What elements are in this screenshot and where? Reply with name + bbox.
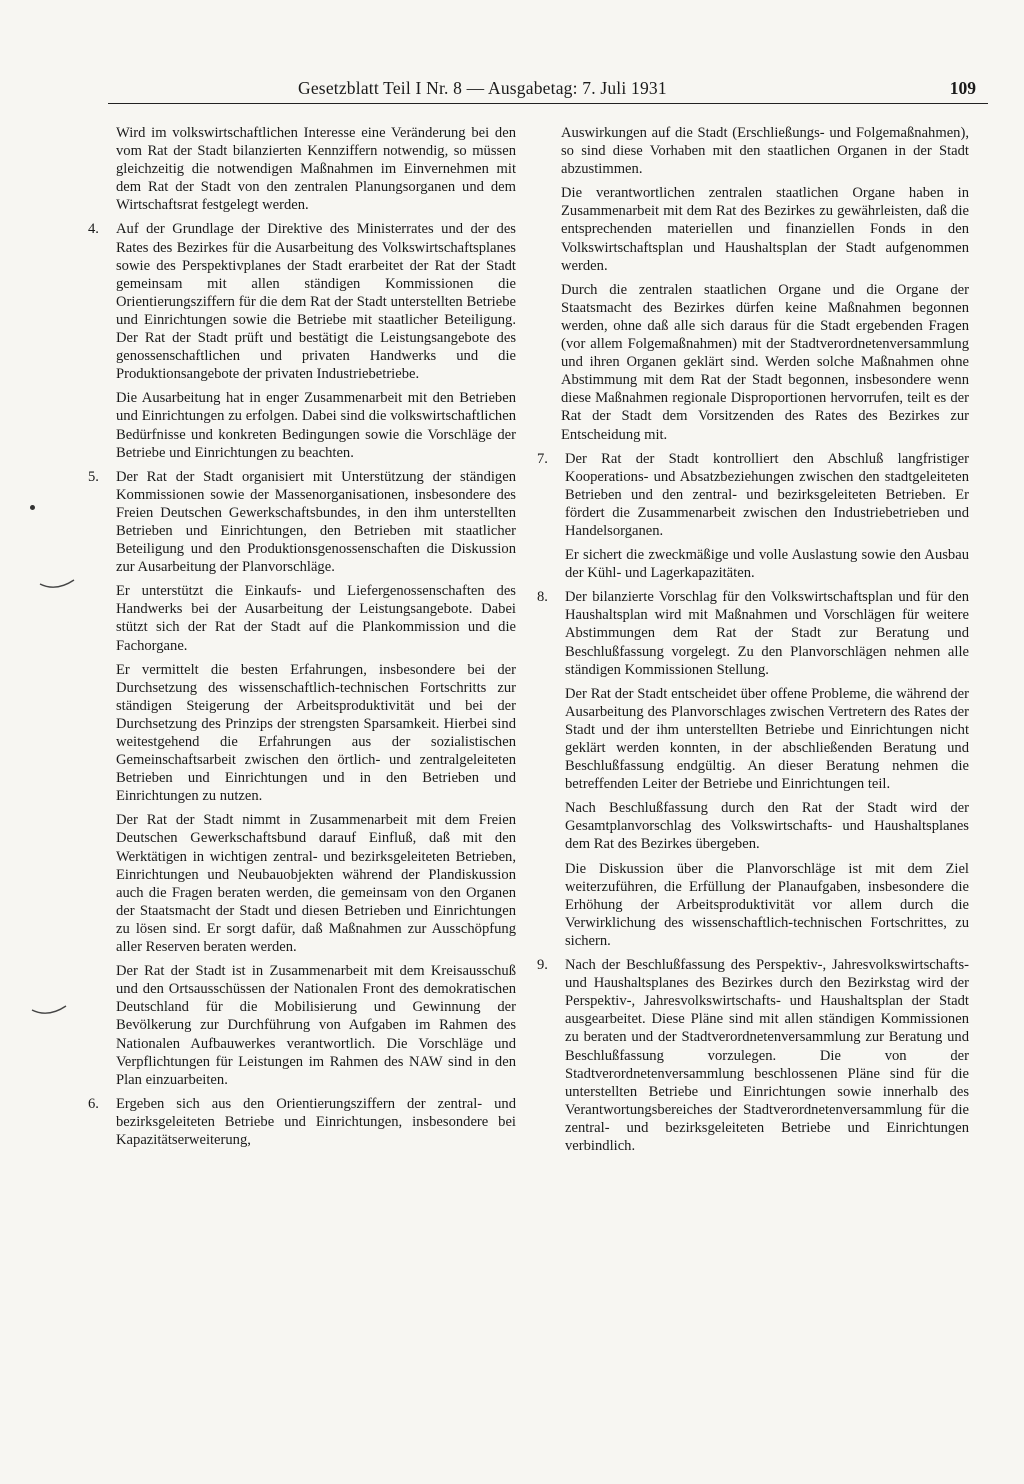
- section-item-5: [88, 468, 516, 1089]
- paragraph: Ergeben sich aus den Orientierungsziffern der zentral- und bezirksgeleiteten Betriebe und Einrichtungen, insbesondere bei Kapazitätserweiterung,: [116, 1095, 516, 1148]
- paragraph: Auswirkungen auf die Stadt (Erschließungs- und Folgemaßnahmen), so sind diese Vorhaben mit den staatlichen Organen in der Stadt abzustimmen.: [561, 125, 969, 178]
- section-item-6: [88, 1095, 516, 1149]
- section-item-9: [537, 956, 969, 1155]
- paragraph: Der Rat der Stadt entscheidet über offene Probleme, die während der Ausarbeitung des Planvorschlages zwischen Vertretern des Rates der Stadt und der ihm unterstellten Betriebe und Einrichtungen nicht geklärt werden konnten, in der abschließenden Beratung und Beschlußfassung endgültig. An dieser Beratung nehmen die betreffenden Leiter der Betriebe und Einrichtungen teil.: [565, 685, 969, 793]
- paragraph: Der Rat der Stadt ist in Zusammenarbeit mit dem Kreisausschuß und den Ortsausschüssen der Nationalen Front des demokratischen Deutschland für die Mobilisierung und Gewinnung der Bevölkerung zur Durchführung von Aufgaben im Rahmen des Nationalen Aufbauwerkes verantwortlich. Die Vorschläge und Verpflichtungen für Leistungen im Rahmen des NAW sind in den Plan einzuarbeiten.: [116, 963, 516, 1088]
- paragraph: Er vermittelt die besten Erfahrungen, insbesondere bei der Durchsetzung des wissenschaftlich-technischen Fortschritts zur ständigen Steigerung der Arbeitsproduktivität und bei der Durchsetzung des Prinzips der strengsten Sparsamkeit. Hierbei sind weitestgehend die Erfahrungen aus der sozialistischen Gemeinschaftsarbeit zwischen den örtlich- und zentralgeleiteten Betrieben und Einrichtungen und in den Betrieben und Einrichtungen zu nutzen.: [116, 661, 516, 805]
- left-column: [88, 124, 516, 1155]
- paragraph: Nach der Beschlußfassung des Perspektiv-, Jahresvolkswirtschafts- und Haushaltsplanes des Bezirkes durch den Bezirkstag wird der Perspektiv-, Jahresvolkswirtschafts- und Haushaltsplan der Stadt ausgearbeitet. Diese Pläne sind mit allen ständigen Kommissionen zu beraten und der Stadtverordnetenversammlung zur Beratung und Beschlußfassung vorzulegen. Die von der Stadtverordnetenversammlung beschlossenen Pläne sind für die unterstellten Betriebe und Einrichtungen sowie innerhalb des Verantwortungsbereiches der Stadtverordnetenversammlung für die zentral- und bezirksgeleiteten Betriebe und Einrichtungen verbindlich.: [565, 957, 969, 1154]
- paragraph: Der Rat der Stadt nimmt in Zusammenarbeit mit dem Freien Deutschen Gewerkschaftsbund darauf Einfluß, daß mit den Werktätigen in wichtigen zentral- und bezirksgeleiteten Betrieben, Einrichtungen und Neubauobjekten während der Plandiskussion auch die Fragen beraten werden, die gemeinsam von den Organen der Staatsmacht der Stadt und diesen Betrieben und Einrichtungen zu lösen sind. Er sorgt dafür, daß Maßnahmen zur Ausschöpfung aller Reserven beraten werden.: [116, 812, 516, 956]
- item-number: 5.: [88, 468, 99, 485]
- paragraph: Der Rat der Stadt kontrolliert den Abschluß langfristiger Kooperations- und Absatzbeziehungen zwischen den stadtgeleiteten Betrieben und den zentral- und bezirksgeleiteten Betrieben. Er fördert die Zusammenarbeit zwischen den Industriebetrieben und Handelsorganen.: [565, 450, 969, 539]
- section-item-4: [88, 220, 516, 461]
- paragraph: Durch die zentralen staatlichen Organe und die Organe der Staatsmacht des Bezirkes dürfen keine Maßnahmen begonnen werden, ohne daß alle sich daraus für die Stadt ergebenden Fragen (vor allem Folgemaßnahmen) mit der Stadtverordnetenversammlung und ihren Organen geklärt sind. Werden solche Maßnahmen ohne Abstimmung mit dem Rat der Stadt begonnen, insbesondere wenn diese Maßnahmen regionale Disproportionen hervorrufen, teilt es der Rat der Stadt dem Vorsitzenden des Rates des Bezirkes zur Entscheidung mit.: [561, 281, 969, 443]
- page-number: 109: [949, 78, 976, 98]
- paragraph: Der bilanzierte Vorschlag für den Volkswirtschaftsplan und für den Haushaltsplan wird mit Maßnahmen und Vorschlägen für weitere Abstimmungen dem Rat der Stadt zur Beratung und Beschlußfassung vorgelegt. Zu den Planvorschlägen nehmen alle ständigen Kommissionen Stellung.: [565, 589, 969, 678]
- paragraph: Wird im volkswirtschaftlichen Interesse eine Veränderung bei den vom Rat der Stadt bilanzierten Kennziffern notwendig, so müssen gleichzeitig die notwendigen Maßnahmen im Einvernehmen mit dem Rat der Stadt von den zentralen Planungsorganen und dem Wirtschaftsrat festgelegt werden.: [116, 125, 516, 214]
- paragraph: Auf der Grundlage der Direktive des Ministerrates und der des Rates des Bezirkes für die Ausarbeitung des Volkswirtschaftsplanes sowie des Perspektivplanes der Stadt erarbeitet der Rat der Stadt gemeinsam mit allen ständigen Kommissionen die Orientierungsziffern für die dem Rat der Stadt unterstellten Betriebe und Einrichtungen sowie die Betriebe mit staatlicher Beteiligung. Der Rat der Stadt prüft und bestätigt die Leistungsangebote des genossenschaftlichen und privaten Handwerks und die Produktionsangebote der privaten Industriebetriebe.: [116, 221, 516, 383]
- paragraph: Nach Beschlußfassung durch den Rat der Stadt wird der Gesamtplanvorschlag des Volkswirtschafts- und Haushaltsplanes dem Rat des Bezirkes übergeben.: [565, 800, 969, 853]
- item-number: 8.: [537, 589, 548, 606]
- paragraph: Der Rat der Stadt organisiert mit Unterstützung der ständigen Kommissionen sowie der Massenorganisationen, insbesondere des Freien Deutschen Gewerkschaftsbundes, in den ihm unterstellten Betrieben und Einrichtungen, den Betrieben mit staatlicher Beteiligung und den Produktionsgenossenschaften die Diskussion zur Ausarbeitung der Planvorschläge.: [116, 468, 516, 576]
- section-item-7: [537, 450, 969, 583]
- item-number: 4.: [88, 221, 99, 238]
- section-item-8: [537, 588, 969, 950]
- item-number: 7.: [537, 450, 548, 467]
- header-rule: [108, 103, 988, 104]
- paragraph: Er sichert die zweckmäßige und volle Auslastung sowie den Ausbau der Kühl- und Lagerkapazitäten.: [565, 547, 969, 582]
- margin-pencil-mark: [30, 1004, 70, 1018]
- margin-dot-mark: [30, 505, 35, 510]
- item-number: 6.: [88, 1095, 99, 1112]
- right-column: [537, 124, 969, 1161]
- paragraph: Die verantwortlichen zentralen staatlichen Organe haben in Zusammenarbeit mit dem Rat des Bezirkes zu gewährleisten, daß die entsprechenden materiellen und finanziellen Fonds in den Volkswirtschaftsplan und Haushaltsplan der Stadt aufgenommen werden.: [561, 185, 969, 274]
- paragraph: Die Ausarbeitung hat in enger Zusammenarbeit mit den Betrieben und Einrichtungen zu erfolgen. Dabei sind die volkswirtschaftlichen Bedürfnisse und konkreten Bedingungen sowie die Vorschläge der Betriebe und Einrichtungen zu beachten.: [116, 390, 516, 461]
- paragraph: Er unterstützt die Einkaufs- und Liefergenossenschaften des Handwerks bei der Ausarbeitung der Leistungsangebote. Dabei stützt sich der Rat der Stadt auf die Plankommission und die Fachorgane.: [116, 583, 516, 654]
- paragraph: Die Diskussion über die Planvorschläge ist mit dem Ziel weiterzuführen, die Erfüllung der Planaufgaben, insbesondere die Erhöhung der Arbeitsproduktivität vor allem durch die Verwirklichung des wissenschaftlich-technischen Fortschrittes, zu sichern.: [565, 860, 969, 949]
- margin-pencil-mark: [38, 578, 78, 592]
- item-number: 9.: [537, 957, 548, 974]
- gazette-header-title: Gesetzblatt Teil I Nr. 8 — Ausgabetag: 7. Juli 1931: [298, 78, 667, 98]
- page-header: [108, 78, 988, 106]
